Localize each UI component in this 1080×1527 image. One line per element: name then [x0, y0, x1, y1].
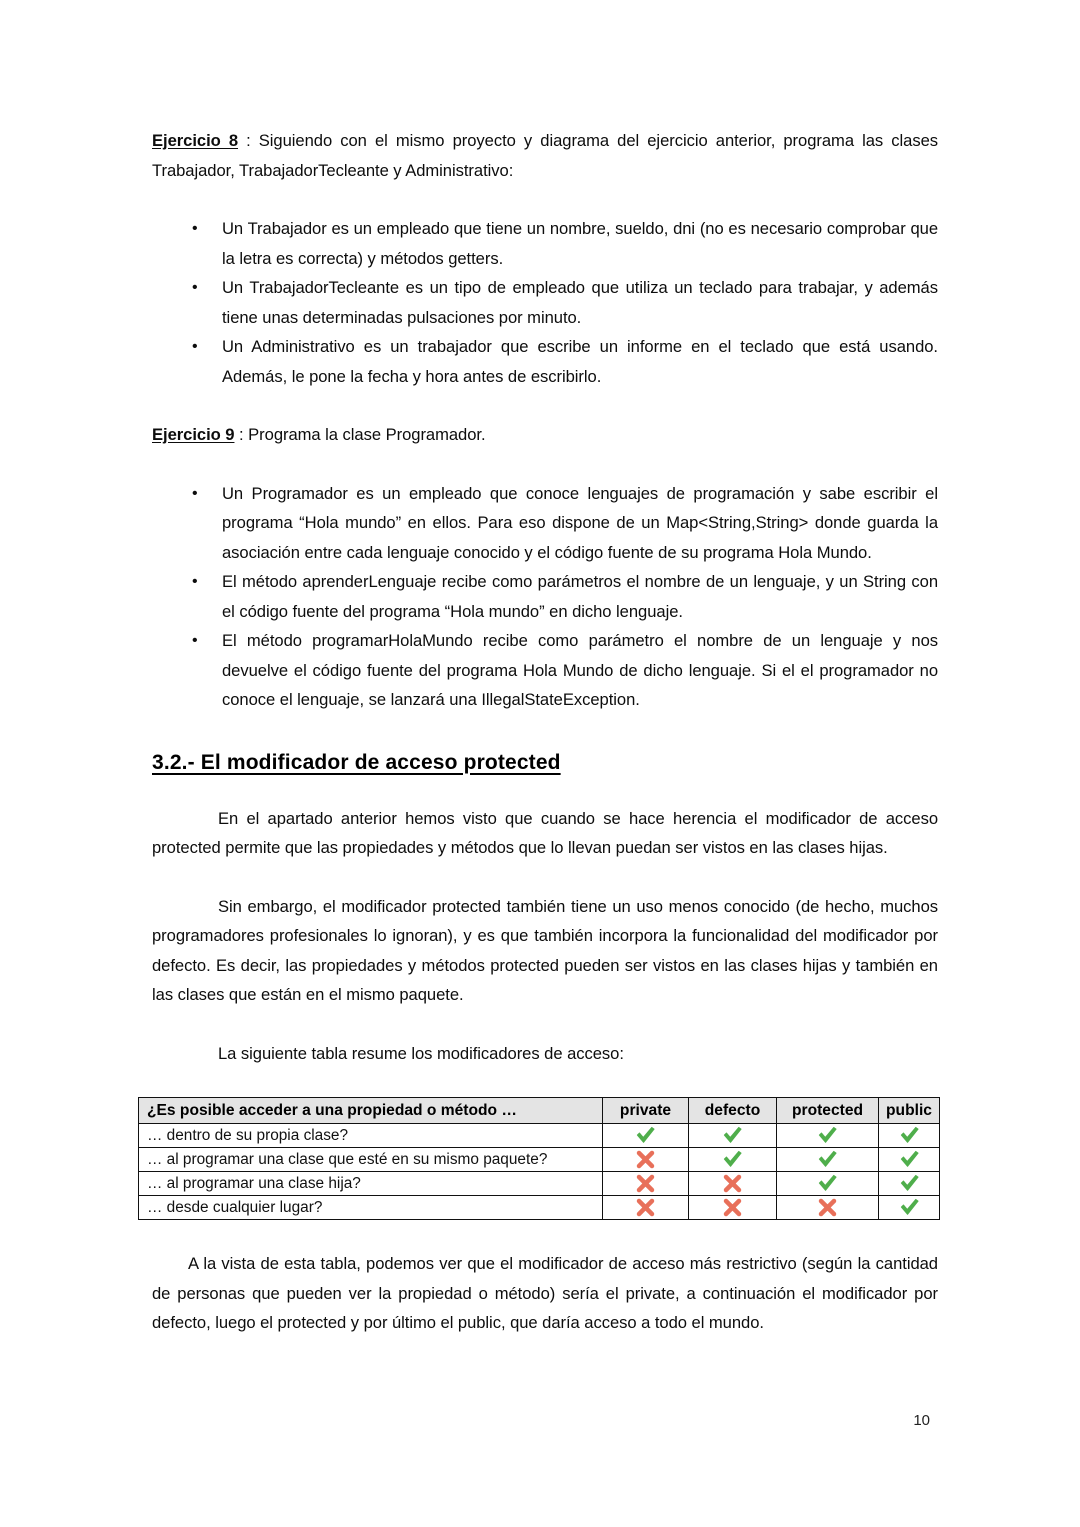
table-header-row	[139, 1098, 940, 1124]
spacer	[152, 185, 938, 214]
list-item	[152, 214, 938, 273]
list-item-text: • Un TrabajadorTecleante es un tipo de empleado que utiliza un teclado para trabajar, y además tiene unas determinadas pulsaciones por minuto.	[222, 278, 938, 327]
exercise9-bullet-list	[152, 479, 938, 715]
list-item-text: • Un Programador es un empleado que conoce lenguajes de programación y sabe escribir el programa “Hola mundo” en ellos. Para eso dispone de un Map<String,String> donde guarda la asociación entre cada lenguaje conocido y el código fuente de su programa Hola Mundo.	[222, 483, 938, 562]
table-cell-defecto	[689, 1148, 777, 1172]
spacer	[152, 715, 938, 751]
check-icon	[899, 1126, 920, 1145]
list-item-text: • Un Administrativo es un trabajador que escribe un informe en el teclado que está usando. Además, le pone la fecha y hora antes de escribirlo.	[222, 337, 938, 386]
table-cell-protected	[777, 1148, 879, 1172]
table-cell-question: … dentro de su propia clase?	[139, 1124, 603, 1148]
table-cell-question: … al programar una clase que esté en su mismo paquete?	[139, 1148, 603, 1172]
table-head	[139, 1098, 940, 1124]
table-cell-question: … al programar una clase hija?	[139, 1172, 603, 1196]
check-icon	[817, 1126, 838, 1145]
table-row	[139, 1196, 940, 1220]
table-row	[139, 1124, 940, 1148]
table-cell-defecto	[689, 1196, 777, 1220]
cross-icon	[635, 1198, 656, 1217]
table-body	[139, 1124, 940, 1220]
cross-icon	[635, 1174, 656, 1193]
exercise8-intro-text: Siguiendo con el mismo proyecto y diagrama del ejercicio anterior, programa las clases Trabajador, TrabajadorTecleante y Administrativo:	[152, 131, 938, 180]
list-item	[152, 567, 938, 626]
table-cell-public	[879, 1172, 940, 1196]
table-cell-question: … desde cualquier lugar?	[139, 1196, 603, 1220]
section-paragraph-3: La siguiente tabla resume los modificadores de acceso:	[218, 1043, 624, 1063]
table-cell-defecto	[689, 1172, 777, 1196]
column-header-public: public	[879, 1098, 940, 1124]
check-icon	[899, 1150, 920, 1169]
table-cell-private	[603, 1172, 689, 1196]
column-header-protected: protected	[777, 1098, 879, 1124]
table-cell-public	[879, 1148, 940, 1172]
page-title: 3.2.- El modificador de acceso protected	[152, 750, 561, 774]
access-table-wrap	[138, 1097, 938, 1220]
exercise8-label: Ejercicio 8	[152, 131, 239, 150]
cross-icon	[635, 1150, 656, 1169]
list-item	[152, 273, 938, 332]
spacer	[152, 1010, 938, 1039]
check-icon	[899, 1198, 920, 1217]
list-item-text: • El método programarHolaMundo recibe como parámetro el nombre de un lenguaje y nos devuelve el código fuente del programa Hola Mundo de dicho lenguaje. Si el el programador no conoce el lenguaje, se lanzará una IllegalStateException.	[222, 631, 938, 709]
check-icon	[817, 1174, 838, 1193]
table-cell-public	[879, 1124, 940, 1148]
spacer	[152, 1220, 938, 1249]
cross-icon	[722, 1198, 743, 1217]
exercise8-separator: :	[238, 131, 259, 150]
check-icon	[722, 1126, 743, 1145]
exercise8-bullet-list	[152, 214, 938, 391]
column-header-defecto: defecto	[689, 1098, 777, 1124]
spacer	[152, 450, 938, 479]
table-cell-defecto	[689, 1124, 777, 1148]
check-icon	[899, 1174, 920, 1193]
cross-icon	[722, 1174, 743, 1193]
section-closing-paragraph: A la vista de esta tabla, podemos ver que el modificador de acceso más restrictivo (según la cantidad de personas que pueden ver la propiedad o método) sería el private, a continuación el modificador por defecto, luego el protected y por último el public, que daría acceso a todo el mundo.	[152, 1254, 938, 1332]
table-cell-private	[603, 1124, 689, 1148]
section-paragraph-2: Sin embargo, el modificador protected también tiene un uso menos conocido (de hecho, muchos programadores profesionales lo ignoran), y es que también incorpora la funcionalidad del modificador por defecto. Es decir, las propiedades y métodos protected pueden ser vistos en las clases hijas y también en las clases que están en el mismo paquete.	[152, 896, 938, 1004]
list-item	[152, 332, 938, 391]
table-cell-protected	[777, 1196, 879, 1220]
spacer	[152, 1068, 938, 1097]
list-item-text: • Un Trabajador es un empleado que tiene un nombre, sueldo, dni (no es necesario comprobar que la letra es correcta) y métodos getters.	[222, 219, 938, 268]
spacer	[152, 391, 938, 420]
access-modifiers-table	[138, 1097, 940, 1220]
exercise9-intro	[152, 420, 938, 450]
list-item-text: • El método aprenderLenguaje recibe como parámetros el nombre de un lenguaje, y un String con el código fuente del programa “Hola mundo” en dicho lenguaje.	[222, 572, 938, 621]
table-row	[139, 1172, 940, 1196]
exercise9-label: Ejercicio 9	[152, 425, 235, 444]
exercise9-separator: :	[234, 425, 249, 444]
section-paragraph-1: En el apartado anterior hemos visto que cuando se hace herencia el modificador de acceso protected permite que las propiedades y métodos que lo llevan puedan ser vistos en las clases hijas.	[152, 808, 938, 857]
spacer	[152, 775, 938, 804]
exercise8-intro	[152, 126, 938, 185]
list-item	[152, 626, 938, 715]
list-item	[152, 479, 938, 568]
table-cell-protected	[777, 1172, 879, 1196]
table-cell-private	[603, 1196, 689, 1220]
check-icon	[635, 1126, 656, 1145]
cross-icon	[817, 1198, 838, 1217]
column-header-private: private	[603, 1098, 689, 1124]
check-icon	[817, 1150, 838, 1169]
page-content	[147, 126, 938, 1338]
table-cell-private	[603, 1148, 689, 1172]
page-number: 10	[913, 1412, 930, 1429]
check-icon	[722, 1150, 743, 1169]
table-cell-protected	[777, 1124, 879, 1148]
table-row	[139, 1148, 940, 1172]
column-header-question: ¿Es posible acceder a una propiedad o método …	[139, 1098, 603, 1124]
section-heading-wrap	[152, 751, 938, 775]
exercise9-intro-text: Programa la clase Programador.	[248, 425, 486, 444]
spacer	[152, 863, 938, 892]
table-cell-public	[879, 1196, 940, 1220]
